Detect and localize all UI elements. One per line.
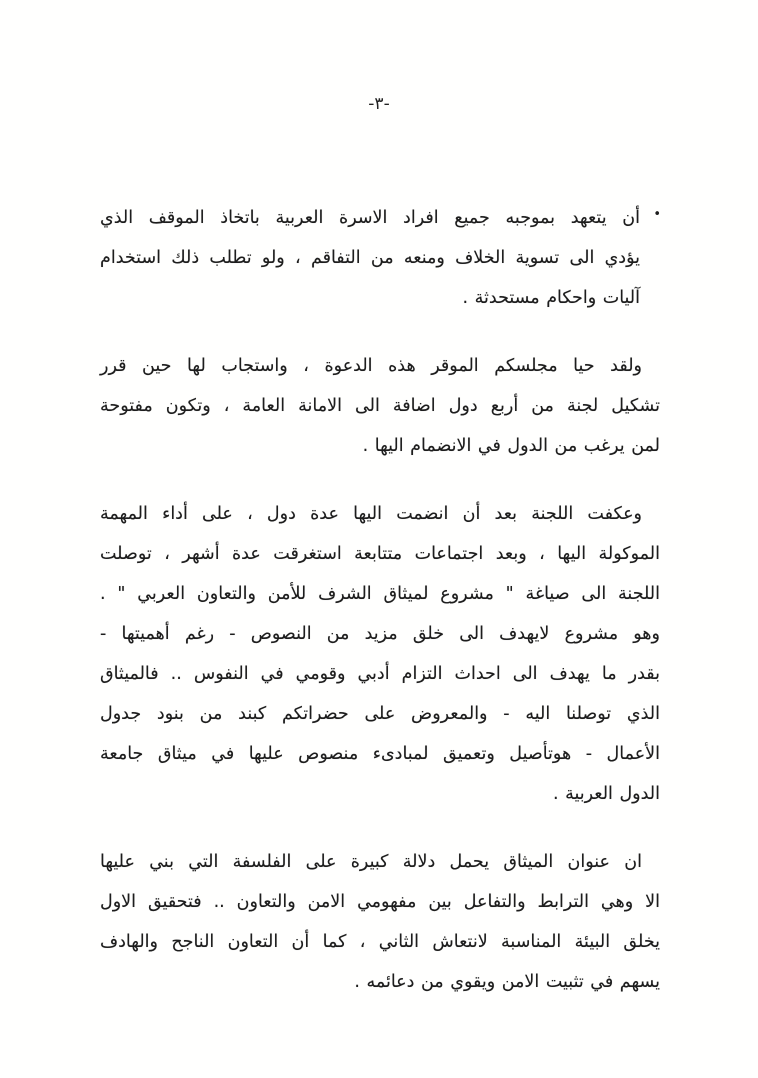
text-line: وعكفت اللجنة بعد أن انضمت اليها عدة دول ، على أداء المهمة [100, 504, 642, 524]
text-line: الدول العربية . [552, 784, 660, 804]
text-line: لمن يرغب من الدول في الانضمام اليها . [362, 436, 660, 456]
text-line: أن يتعهد بموجبه جميع افراد الاسرة العربية باتخاذ الموقف الذي [100, 208, 640, 228]
page-number: -٣- [368, 94, 390, 114]
text-line: الا وهي الترابط والتفاعل بين مفهومي الامن والتعاون .. فتحقيق الاول [100, 892, 660, 912]
text-line: يسهم في تثبيت الامن ويقوي من دعائمه . [354, 972, 660, 992]
document-body [100, 198, 660, 1030]
bullet-icon: • [653, 207, 661, 222]
text-line: آليات واحكام مستحدثة . [462, 288, 640, 308]
paragraph-committee-work [100, 494, 660, 814]
text-line: يخلق البيئة المناسبة لانتعاش الثاني ، كما أن التعاون الناجح والهادف [100, 932, 660, 952]
text-line: الموكولة اليها ، وبعد اجتماعات متتابعة استغرقت عدة أشهر ، توصلت [100, 544, 660, 564]
text-line: اللجنة الى صياغة " مشروع لميثاق الشرف للأمن والتعاون العربي " . [100, 584, 660, 604]
text-line: ان عنوان الميثاق يحمل دلالة كبيرة على الفلسفة التي بني عليها [100, 852, 642, 872]
text-line: ولقد حيا مجلسكم الموقر هذه الدعوة ، واستجاب لها حين قرر [100, 356, 642, 376]
text-line: وهو مشروع لايهدف الى خلق مزيد من النصوص - رغم أهميتها - [100, 624, 660, 644]
paragraph-council-welcome [100, 346, 660, 466]
paragraph-charter-title-meaning [100, 842, 660, 1002]
paragraph-bulleted-pledge [100, 198, 661, 318]
text-line: يؤدي الى تسوية الخلاف ومنعه من التفاقم ، ولو تطلب ذلك استخدام [100, 248, 640, 268]
text-line: الأعمال - هوتأصيل وتعميق لمبادىء منصوص عليها في ميثاق جامعة [100, 744, 660, 764]
text-line: الذي توصلنا اليه - والمعروض على حضراتكم كبند من بنود جدول [100, 704, 660, 724]
text-line: تشكيل لجنة من أربع دول اضافة الى الامانة العامة ، وتكون مفتوحة [100, 396, 660, 416]
text-line: بقدر ما يهدف الى احداث التزام أدبي وقومي في النفوس .. فالميثاق [100, 664, 660, 684]
